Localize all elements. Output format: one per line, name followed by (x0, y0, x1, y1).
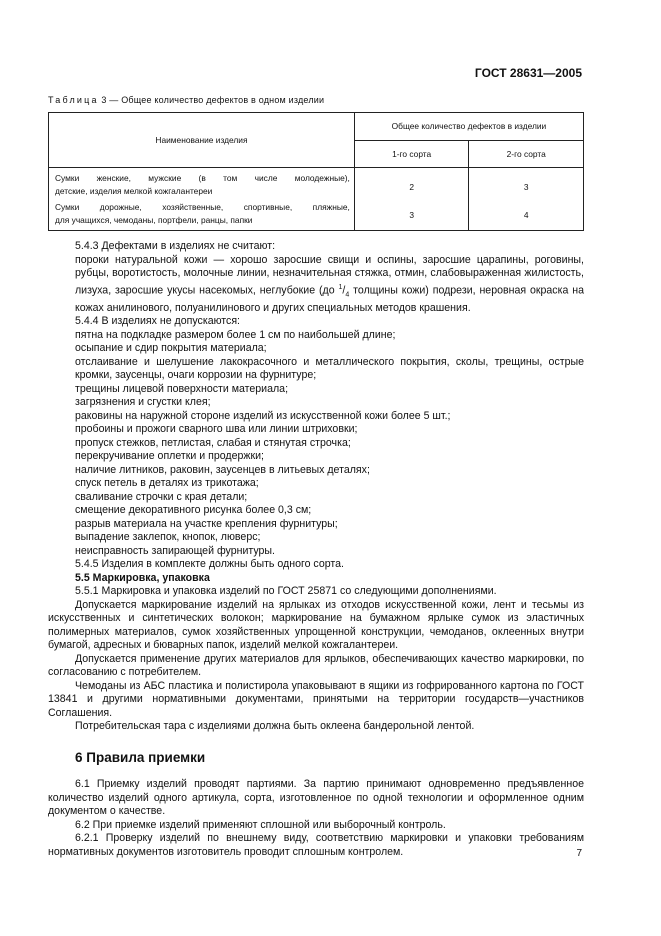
header-grade-1: 1-го сорта (354, 140, 469, 168)
paragraph: Допускается маркирование изделий на ярлыках из отходов искусственной кожи, лент и тесьмы из искусственных и синтетических волокон; маркирование на бумажном ярлыке сумок из эластичных полимерных материалов, сумок хозяйственных упрощенной конструкции, чемоданов, оклеенных внутри бумагой, адресных и бюварных папок, изделий мелкой кожгалантереи. (48, 598, 584, 652)
grade-2-values-cell (469, 168, 584, 231)
clause-5-4-3-text: пороки натуральной кожи — хорошо заросшие свищи и оспины, заросшие царапины, роговины, рубцы, воротистость, молочные линии, незначительная стяжка, отмин, слабовыраженная жилистость, лизуха, заросшие укусы насекомых, неглубокие (до $^1/_4$ толщины кожи) подрези, неровная окраска на кожах анилинового, полуанилинового и других специальных методов крашения. (75, 253, 584, 314)
fraction-numerator: 1 (338, 283, 343, 291)
product-name-line: Сумки дорожные, хозяйственные, спортивные, пляжные, (55, 202, 350, 212)
list-item: загрязнения и сгустки клея; (75, 396, 211, 409)
list-item: разрыв материала на участке крепления фурнитуры; (75, 517, 338, 530)
grade-2-value: 3 (523, 181, 529, 192)
product-names-cell (49, 168, 355, 231)
list-item: перекручивание оплетки и продержки; (75, 450, 264, 463)
header-grade-2: 2-го сорта (469, 140, 584, 168)
list-item: осыпание и сдир покрытия материала; (75, 342, 267, 355)
paragraph: Допускается применение других материалов для ярлыков, обеспечивающих качество маркировки, по согласованию с потребителем. (48, 652, 584, 679)
clause-5-4-3-title: 5.4.3 Дефектами в изделиях не считают: (75, 240, 276, 252)
product-name-line: для учащихся, чемоданы, портфели, ранцы, папки (55, 215, 253, 225)
product-name-line: Сумки женские, мужские (в том числе молодежные), (55, 173, 350, 183)
list-item: отслаивание и шелушение лакокрасочного и металлического покрытия, сколы, трещины, острые кромки, заусенцы, очаги коррозии на фурнитуре; (75, 355, 584, 382)
list-item: сваливание строчки с края детали; (75, 490, 248, 503)
fraction-denominator: 4 (345, 291, 350, 299)
list-item: раковины на наружной стороне изделий из искусственной кожи более 5 шт.; (75, 409, 451, 422)
table-caption (48, 95, 324, 105)
list-item: смещение декоративного рисунка более 0,3 см; (75, 504, 312, 517)
list-item: неисправность запирающей фурнитуры. (75, 544, 275, 557)
clause-5-4-4-title: 5.4.4 В изделиях не допускаются: (75, 315, 241, 328)
clause-5-4-5: 5.4.5 Изделия в комплекте должны быть одного сорта. (75, 558, 344, 571)
list-item: пятна на подкладке размером более 1 см по наибольшей длине; (75, 328, 396, 341)
section-6-title: 6 Правила приемки (75, 749, 206, 765)
paragraph: Чемоданы из АБС пластика и полистирола упаковывают в ящики из гофрированного картона по ГОСТ 13841 и другими нормативными документами, принятыми на территории государств—участников Соглашения. (48, 679, 584, 719)
section-5-5-title: 5.5 Маркировка, упаковка (75, 571, 210, 584)
grade-1-value: 2 (409, 181, 414, 192)
header-product-name: Наименование изделия (49, 113, 355, 168)
list-item: выпадение заклепок, кнопок, люверс; (75, 531, 261, 544)
text-part: пороки натуральной кожи — хорошо заросшие свищи и оспины, заросшие царапины, роговины, рубцы, воротистость, молочные линии, незначительная стяжка, отмин, слабовыраженная жилистость, лизуха, заросшие укусы насекомых, неглубокие (до (75, 253, 584, 297)
table-caption-prefix: Таблица (48, 95, 99, 105)
page-number: 7 (576, 848, 582, 859)
clause-6-1: 6.1 Приемку изделий проводят партиями. За партию принимают одновременно предъявленное количество изделий одного артикула, сорта, изготовленное по одной технологии и оформленное одним документом о качестве. (48, 778, 584, 818)
document-code: ГОСТ 28631—2005 (474, 66, 582, 80)
text-part: толщины кожи) подрези, неровная окраска на кожах анилинового, полуанилинового и других специальных методов крашения. (75, 284, 584, 314)
defects-table (48, 112, 584, 231)
paragraph: Потребительская тара с изделиями должна быть оклеена бандерольной лентой. (75, 720, 475, 733)
list-item: пробоины и прожоги сварного шва или линии штриховки; (75, 423, 358, 436)
list-item: трещины лицевой поверхности материала; (75, 382, 289, 395)
grade-2-value: 4 (523, 209, 529, 220)
clause-6-2: 6.2 При приемке изделий применяют сплошной или выборочный контроль. (75, 818, 446, 831)
clause-6-2-1: 6.2.1 Проверку изделий по внешнему виду, соответствию маркировки и упаковки требованиям нормативных документов изготовитель проводит сплошным контролем. (48, 832, 584, 858)
table-row (49, 168, 584, 231)
grade-1-value: 3 (409, 209, 414, 220)
defect-list (48, 329, 584, 559)
grade-1-values-cell (354, 168, 469, 231)
product-name-line: детские, изделия мелкой кожгалантереи (55, 186, 213, 196)
header-total-defects: Общее количество дефектов в изделии (354, 113, 583, 141)
clause-5-5-1: 5.5.1 Маркировка и упаковка изделий по ГОСТ 25871 со следующими дополнениями. (75, 585, 497, 598)
list-item: наличие литников, раковин, заусенцев в литьевых деталях; (75, 463, 370, 476)
list-item: спуск петель в деталях из трикотажа; (75, 477, 259, 490)
table-caption-text: 3 — Общее количество дефектов в одном изделии (101, 95, 325, 105)
document-body (48, 240, 584, 859)
list-item: пропуск стежков, петлистая, слабая и стянутая строчка; (75, 436, 351, 449)
